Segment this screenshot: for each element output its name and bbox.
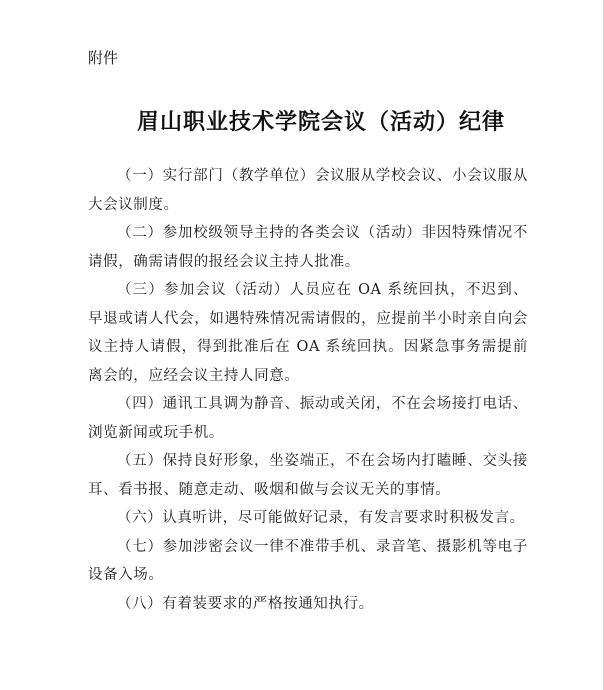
clause-1: （一）实行部门（教学单位）会议服从学校会议、小会议服从大会议制度。: [88, 168, 528, 213]
clause-8: （八）有着装要求的严格按通知执行。: [117, 595, 374, 612]
clause-2: （二）参加校级领导主持的各类会议（活动）非因特殊情况不请假，确需请假的报经会议主持人批准。: [88, 225, 528, 270]
clause-4: （四）通讯工具调为静音、振动或关闭，不在会场接打电话、浏览新闻或玩手机。: [88, 396, 528, 441]
page-title: 眉山职业技术学院会议（活动）纪律: [136, 109, 505, 135]
attachment-label: 附件: [88, 49, 119, 67]
clause-6: （六）认真听讲，尽可能做好记录，有发言要求时积极发言。: [117, 510, 525, 526]
clause-3: （三）参加会议（活动）人员应在 OA 系统回执，不迟到、早退或请人代会，如遇特殊情况需请假的，应提前半小时亲自向会议主持人请假，得到批准后在 OA 系统回执。因紧急事务需提前离会的，应经会议主持人同意。: [88, 282, 528, 384]
clause-5: （五）保持良好形象，坐姿端正，不在会场内打瞌睡、交头接耳、看书报、随意走动、吸烟和做与会议无关的事情。: [88, 453, 528, 498]
document-body: [88, 162, 528, 618]
clause-7: （七）参加涉密会议一律不准带手机、录音笔、摄影机等电子设备入场。: [88, 538, 528, 583]
